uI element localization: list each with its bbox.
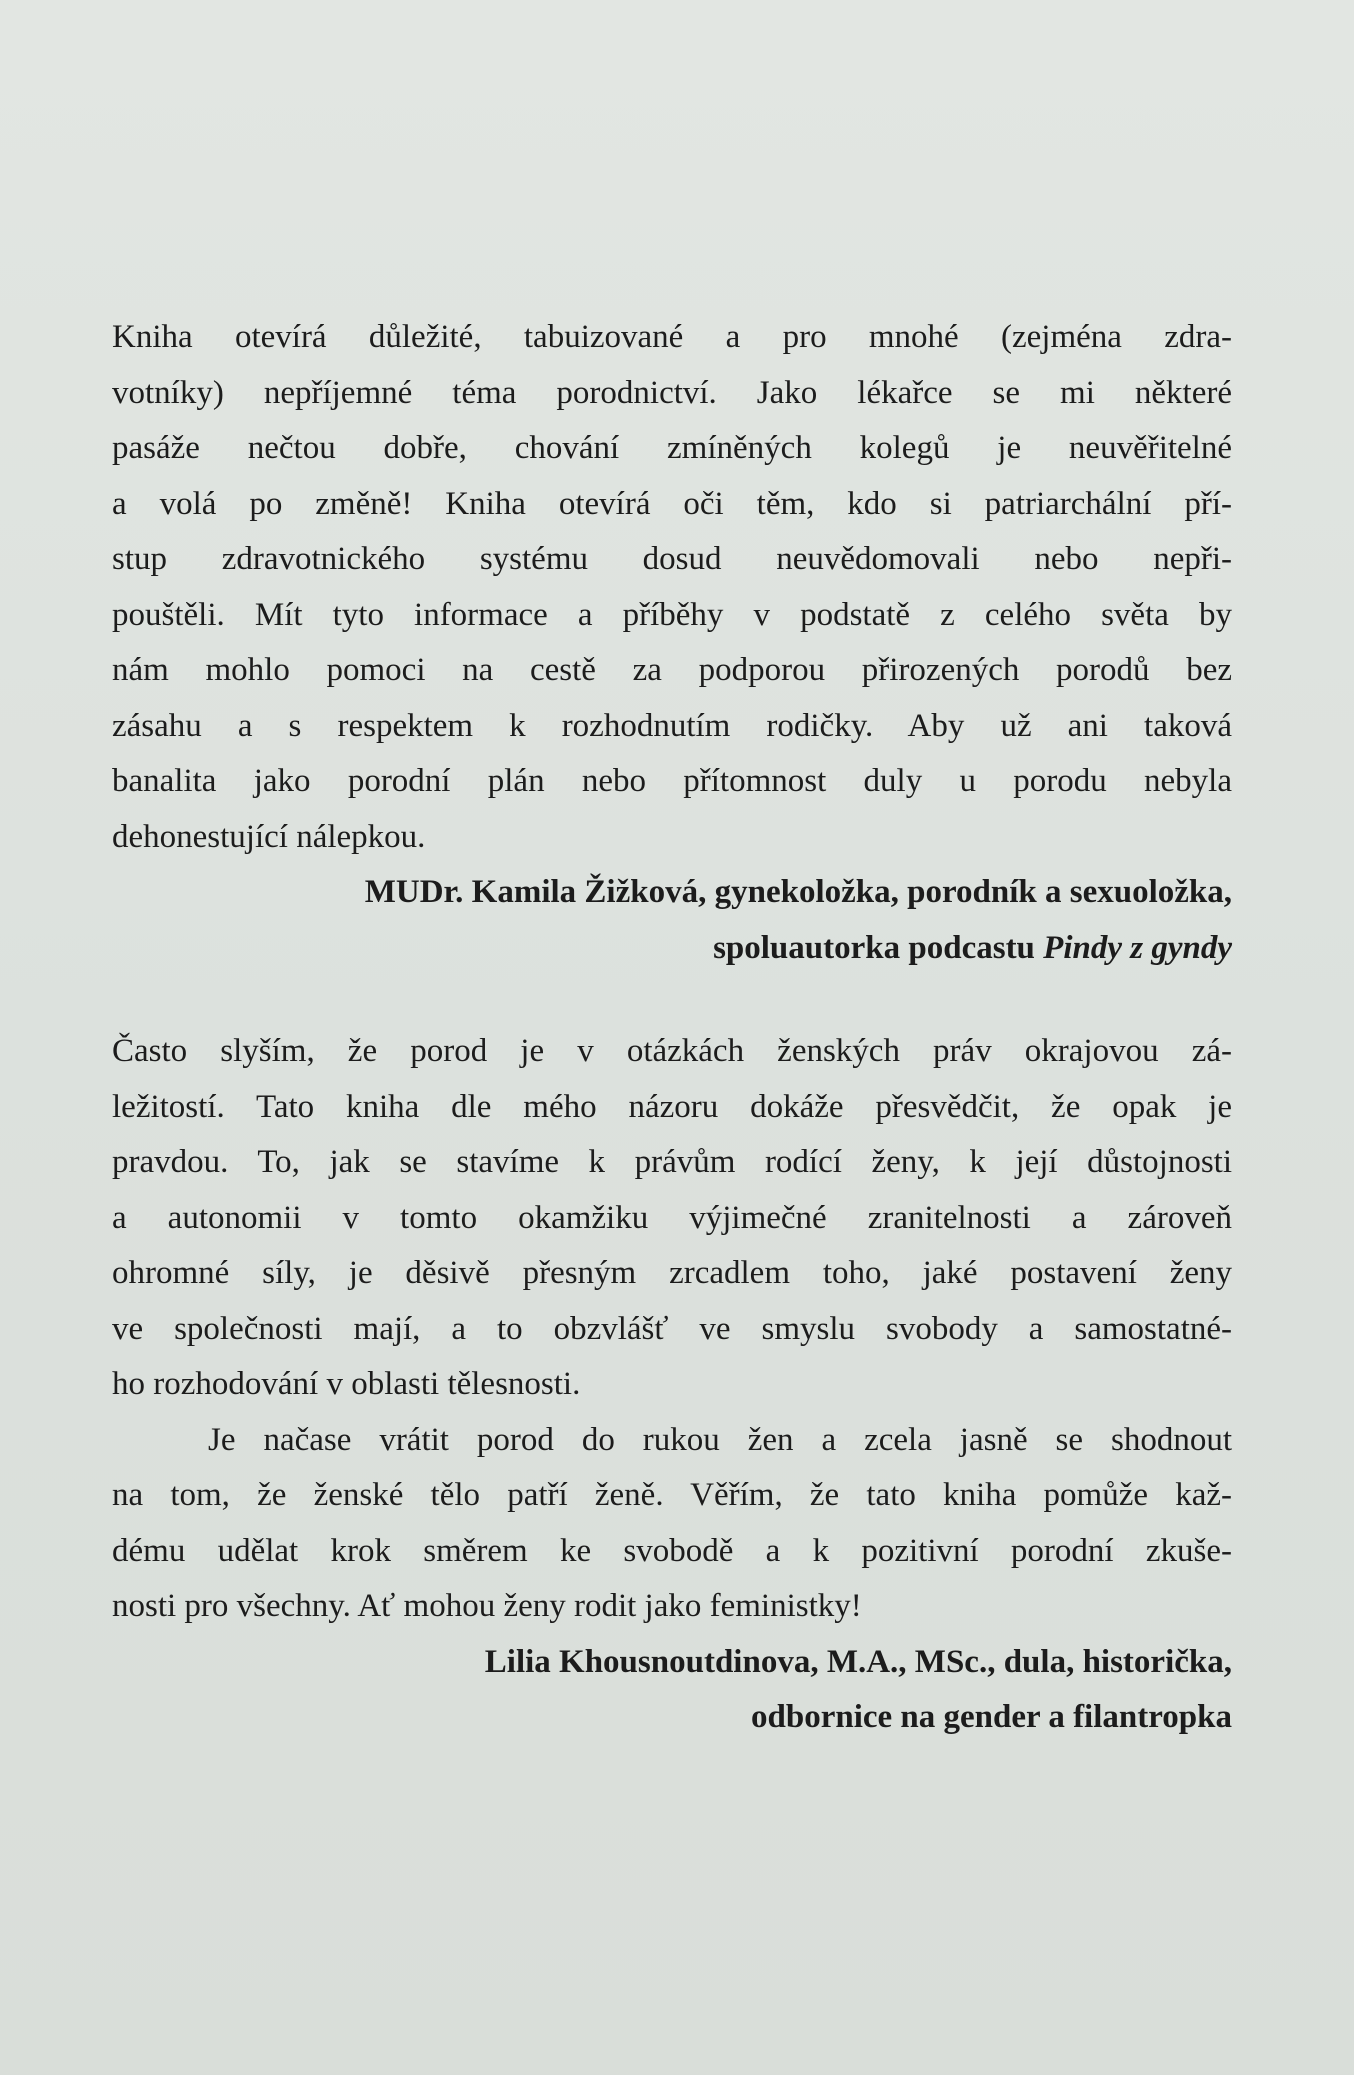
text-line: nám mohlo pomoci na cestě za podporou přirozených porodů bez — [112, 652, 1232, 688]
text-line: ve společnosti mají, a to obzvlášť ve smyslu svobody a samostatné- — [112, 1310, 1232, 1347]
attribution-line: MUDr. Kamila Žižková, gynekoložka, porodník a sexuoložka, — [364, 874, 1232, 910]
text-line: a volá po změně! Kniha otevírá oči těm, kdo si patriarchální pří- — [112, 485, 1232, 522]
text-line: Často slyším, že porod je v otázkách ženských práv okrajovou zá- — [112, 1033, 1232, 1069]
text-line: pravdou. To, jak se stavíme k právům rodící ženy, k její důstojnosti — [112, 1144, 1232, 1180]
section-gap — [112, 976, 1232, 1024]
text-line: dému udělat krok směrem ke svobodě a k pozitivní porodní zkuše- — [112, 1532, 1232, 1569]
attribution-line: odbornice na gender a filantropka — [751, 1699, 1232, 1735]
text-line: votníky) nepříjemné téma porodnictví. Jako lékařce se mi některé — [112, 374, 1232, 411]
testimonial-lilia-khousnoutdinova — [112, 1024, 1232, 1746]
text-line: a autonomii v tomto okamžiku výjimečné zranitelnosti a zároveň — [112, 1199, 1232, 1236]
text-line: banalita jako porodní plán nebo přítomnost duly u porodu nebyla — [112, 763, 1232, 799]
text-line: stup zdravotnického systému dosud neuvědomovali nebo nepři- — [112, 541, 1232, 577]
text-line: pouštěli. Mít tyto informace a příběhy v podstatě z celého světa by — [112, 596, 1232, 633]
text-line: pasáže nečtou dobře, chování zmíněných kolegů je neuvěřitelné — [112, 430, 1232, 466]
podcast-title: Pindy z gyndy — [1043, 929, 1232, 966]
attribution-prefix: spoluautorka podcastu — [713, 929, 1044, 966]
attribution-line — [112, 921, 1232, 977]
text-line: Je načase vrátit porod do rukou žen a zcela jasně se shodnout — [208, 1421, 1232, 1458]
attribution-line: Lilia Khousnoutdinova, M.A., MSc., dula, historička, — [484, 1643, 1232, 1680]
text-line: ohromné síly, je děsivě přesným zrcadlem toho, jaké postavení ženy — [112, 1255, 1232, 1291]
text-line: ho rozhodování v oblasti tělesnosti. — [112, 1366, 581, 1402]
text-line: dehonestující nálepkou. — [112, 818, 426, 855]
text-line: nosti pro všechny. Ať mohou ženy rodit jako feministky! — [112, 1588, 862, 1624]
testimonials-text — [112, 310, 1232, 1746]
testimonial-kamila-zizkova — [112, 310, 1232, 976]
text-line: na tom, že ženské tělo patří ženě. Věřím, že tato kniha pomůže kaž- — [112, 1477, 1232, 1513]
text-line: ležitostí. Tato kniha dle mého názoru dokáže přesvědčit, že opak je — [112, 1088, 1232, 1125]
text-line: zásahu a s respektem k rozhodnutím rodičky. Aby už ani taková — [112, 707, 1232, 744]
text-line: Kniha otevírá důležité, tabuizované a pro mnohé (zejména zdra- — [112, 319, 1232, 355]
